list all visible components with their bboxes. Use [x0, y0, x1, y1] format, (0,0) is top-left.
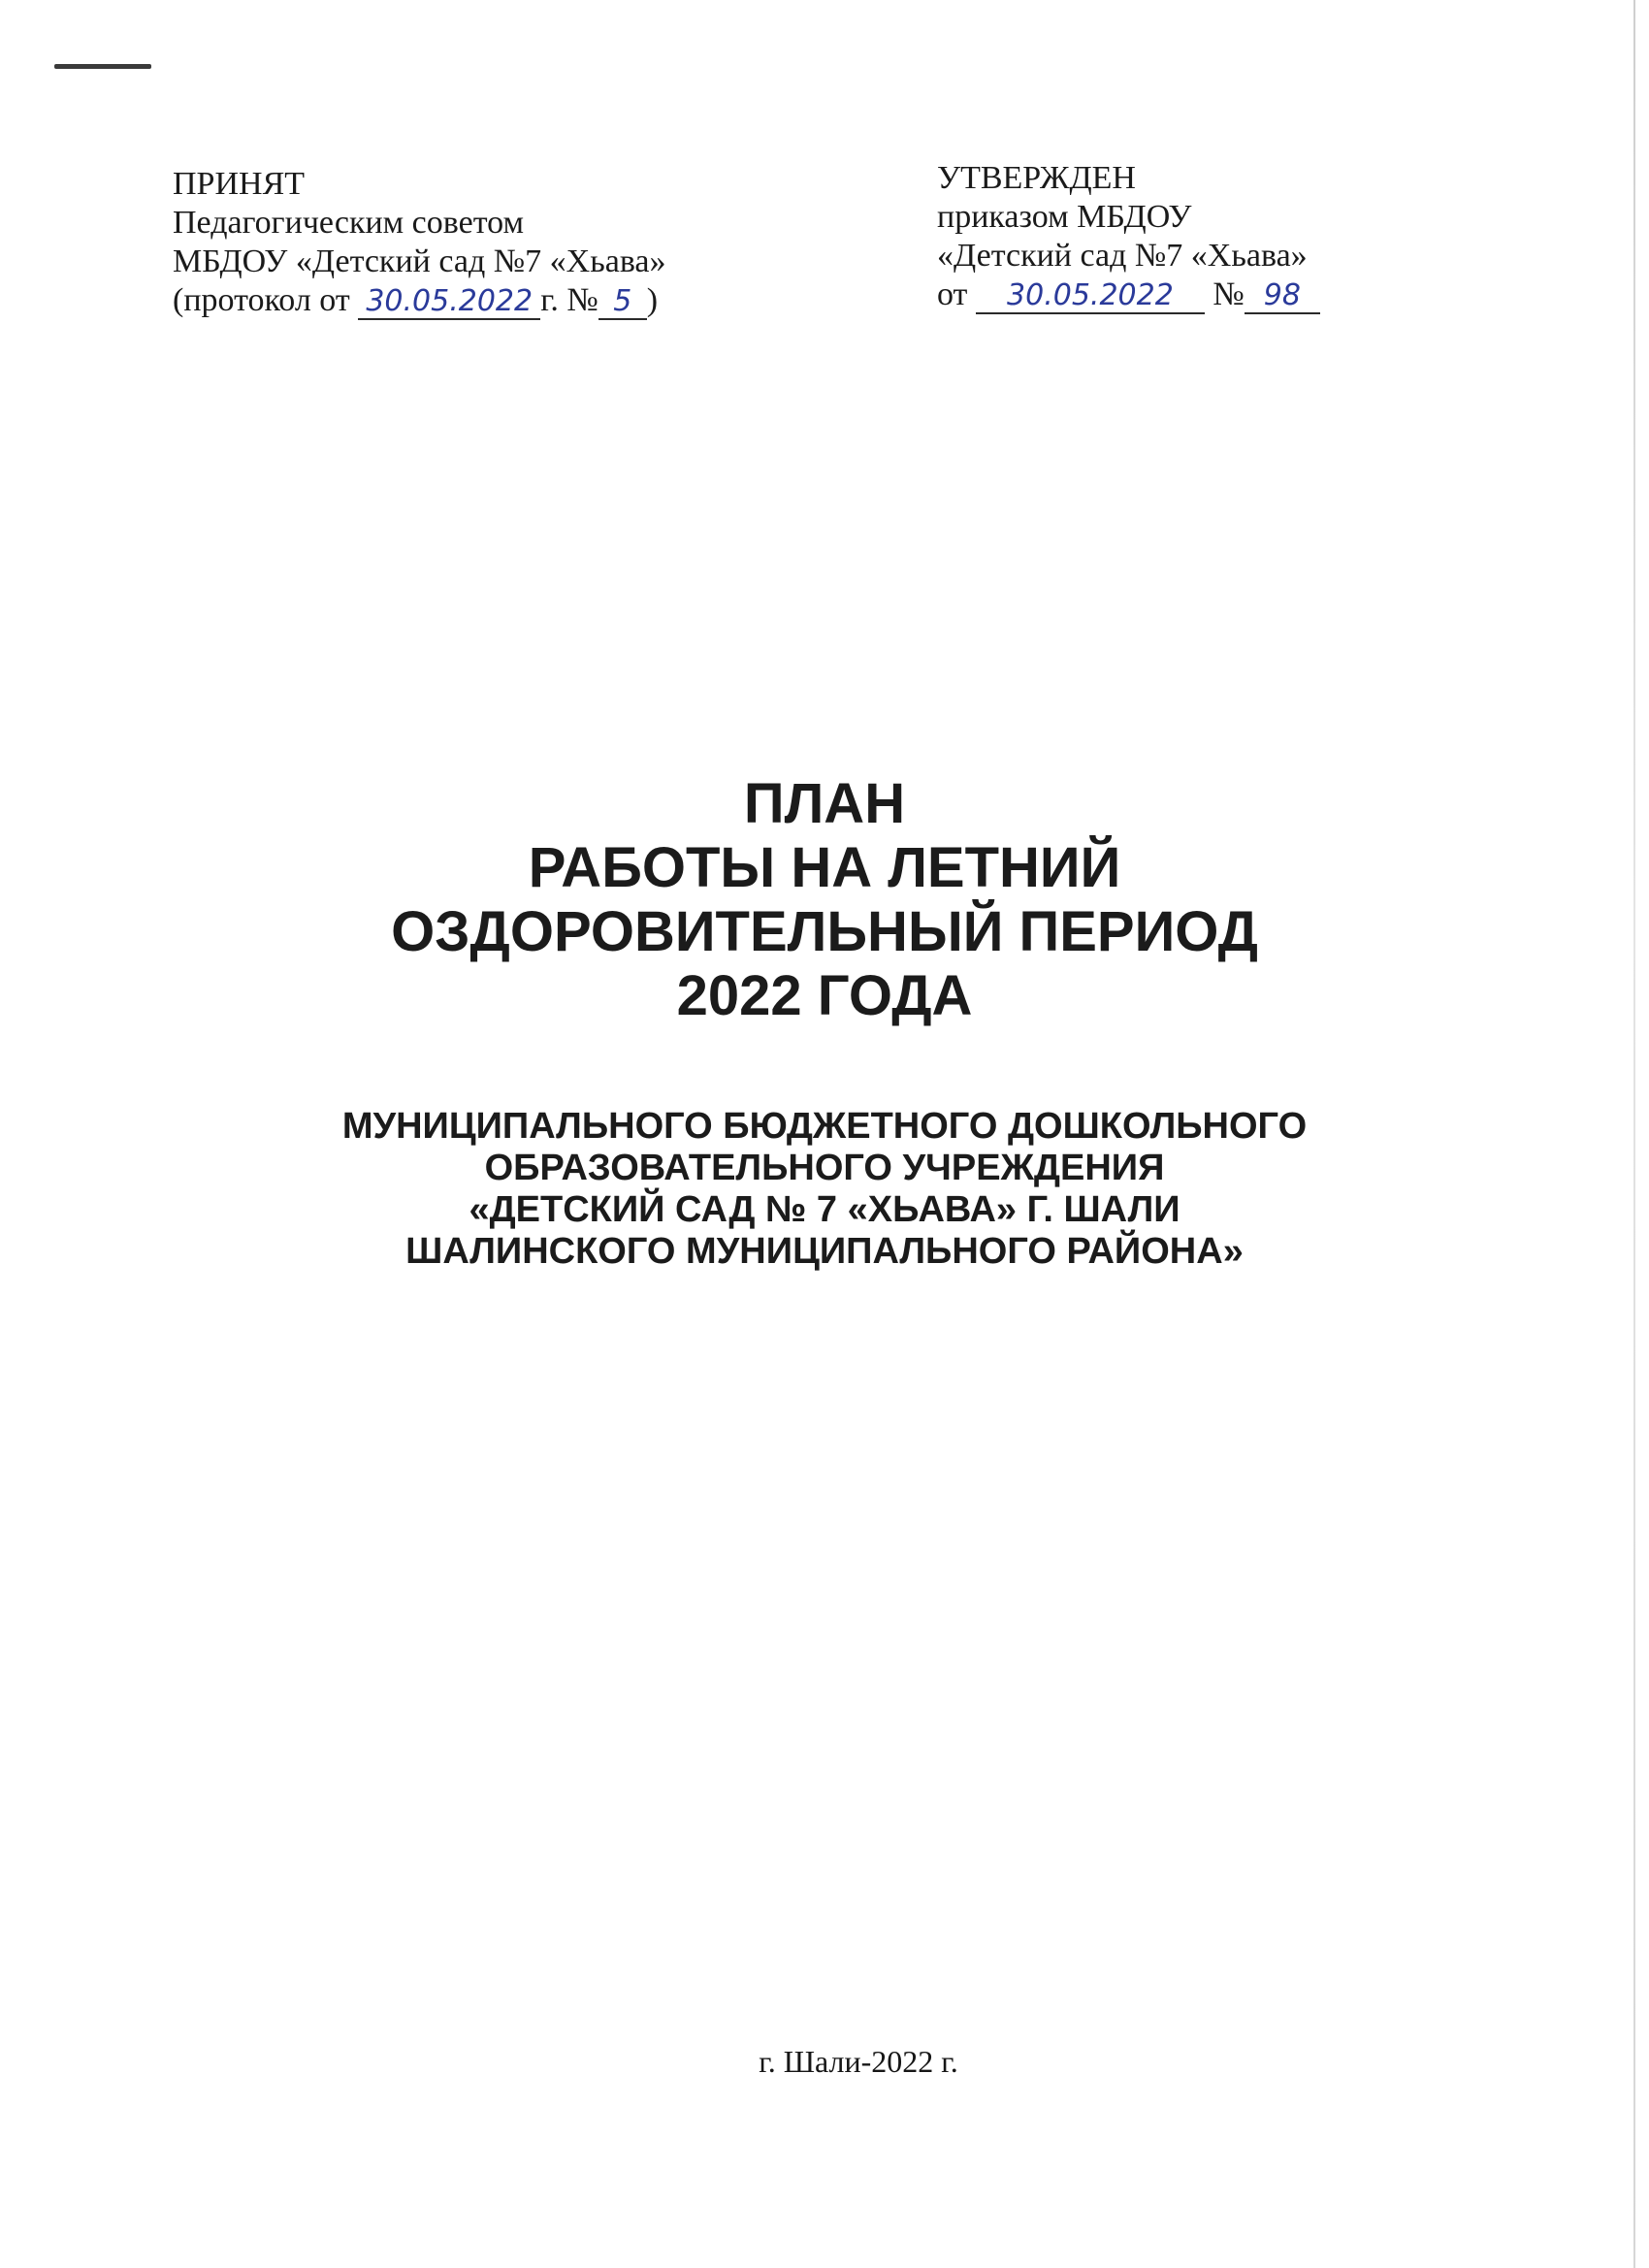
order-date-prefix: от [937, 276, 968, 312]
protocol-year-suffix: г. № [540, 282, 598, 318]
approved-line-2: «Детский сад №7 «Хьава» [937, 238, 1308, 274]
accepted-protocol-line [173, 281, 666, 320]
accepted-heading: ПРИНЯТ [173, 166, 306, 202]
accepted-block [173, 165, 666, 320]
corner-mark [54, 64, 151, 69]
institution-line: ШАЛИНСКОГО МУНИЦИПАЛЬНОГО РАЙОНА» [405, 1231, 1244, 1272]
handwritten-protocol-date: 30.05.2022 [358, 285, 540, 320]
institution-line: ОБРАЗОВАТЕЛЬНОГО УЧРЕЖДЕНИЯ [484, 1148, 1165, 1188]
protocol-prefix: (протокол от [173, 282, 350, 318]
handwritten-order-number: 98 [1245, 279, 1320, 314]
institution-line: МУНИЦИПАЛЬНОГО БЮДЖЕТНОГО ДОШКОЛЬНОГО [341, 1106, 1308, 1147]
document-title [0, 772, 1649, 1028]
handwritten-protocol-number: 5 [598, 285, 647, 320]
approved-block [937, 159, 1320, 314]
institution-name [0, 1106, 1649, 1273]
approved-line-1: приказом МБДОУ [937, 199, 1192, 235]
approved-order-line [937, 275, 1320, 314]
handwritten-order-date: 30.05.2022 [976, 279, 1205, 314]
title-line: РАБОТЫ НА ЛЕТНИЙ [528, 836, 1121, 899]
title-line: 2022 ГОДА [676, 964, 973, 1027]
protocol-suffix: ) [646, 282, 659, 318]
accepted-line-2: МБДОУ «Детский сад №7 «Хьава» [173, 243, 666, 279]
title-line: ОЗДОРОВИТЕЛЬНЫЙ ПЕРИОД [391, 900, 1258, 963]
order-number-prefix: № [1212, 276, 1245, 312]
place-year: г. Шали-2022 г. [759, 2044, 958, 2079]
institution-line: «ДЕТСКИЙ САД № 7 «ХЬАВА» Г. ШАЛИ [469, 1189, 1180, 1230]
accepted-line-1: Педагогическим советом [173, 205, 524, 241]
approved-heading: УТВЕРЖДЕН [937, 160, 1136, 196]
title-line: ПЛАН [743, 772, 906, 835]
